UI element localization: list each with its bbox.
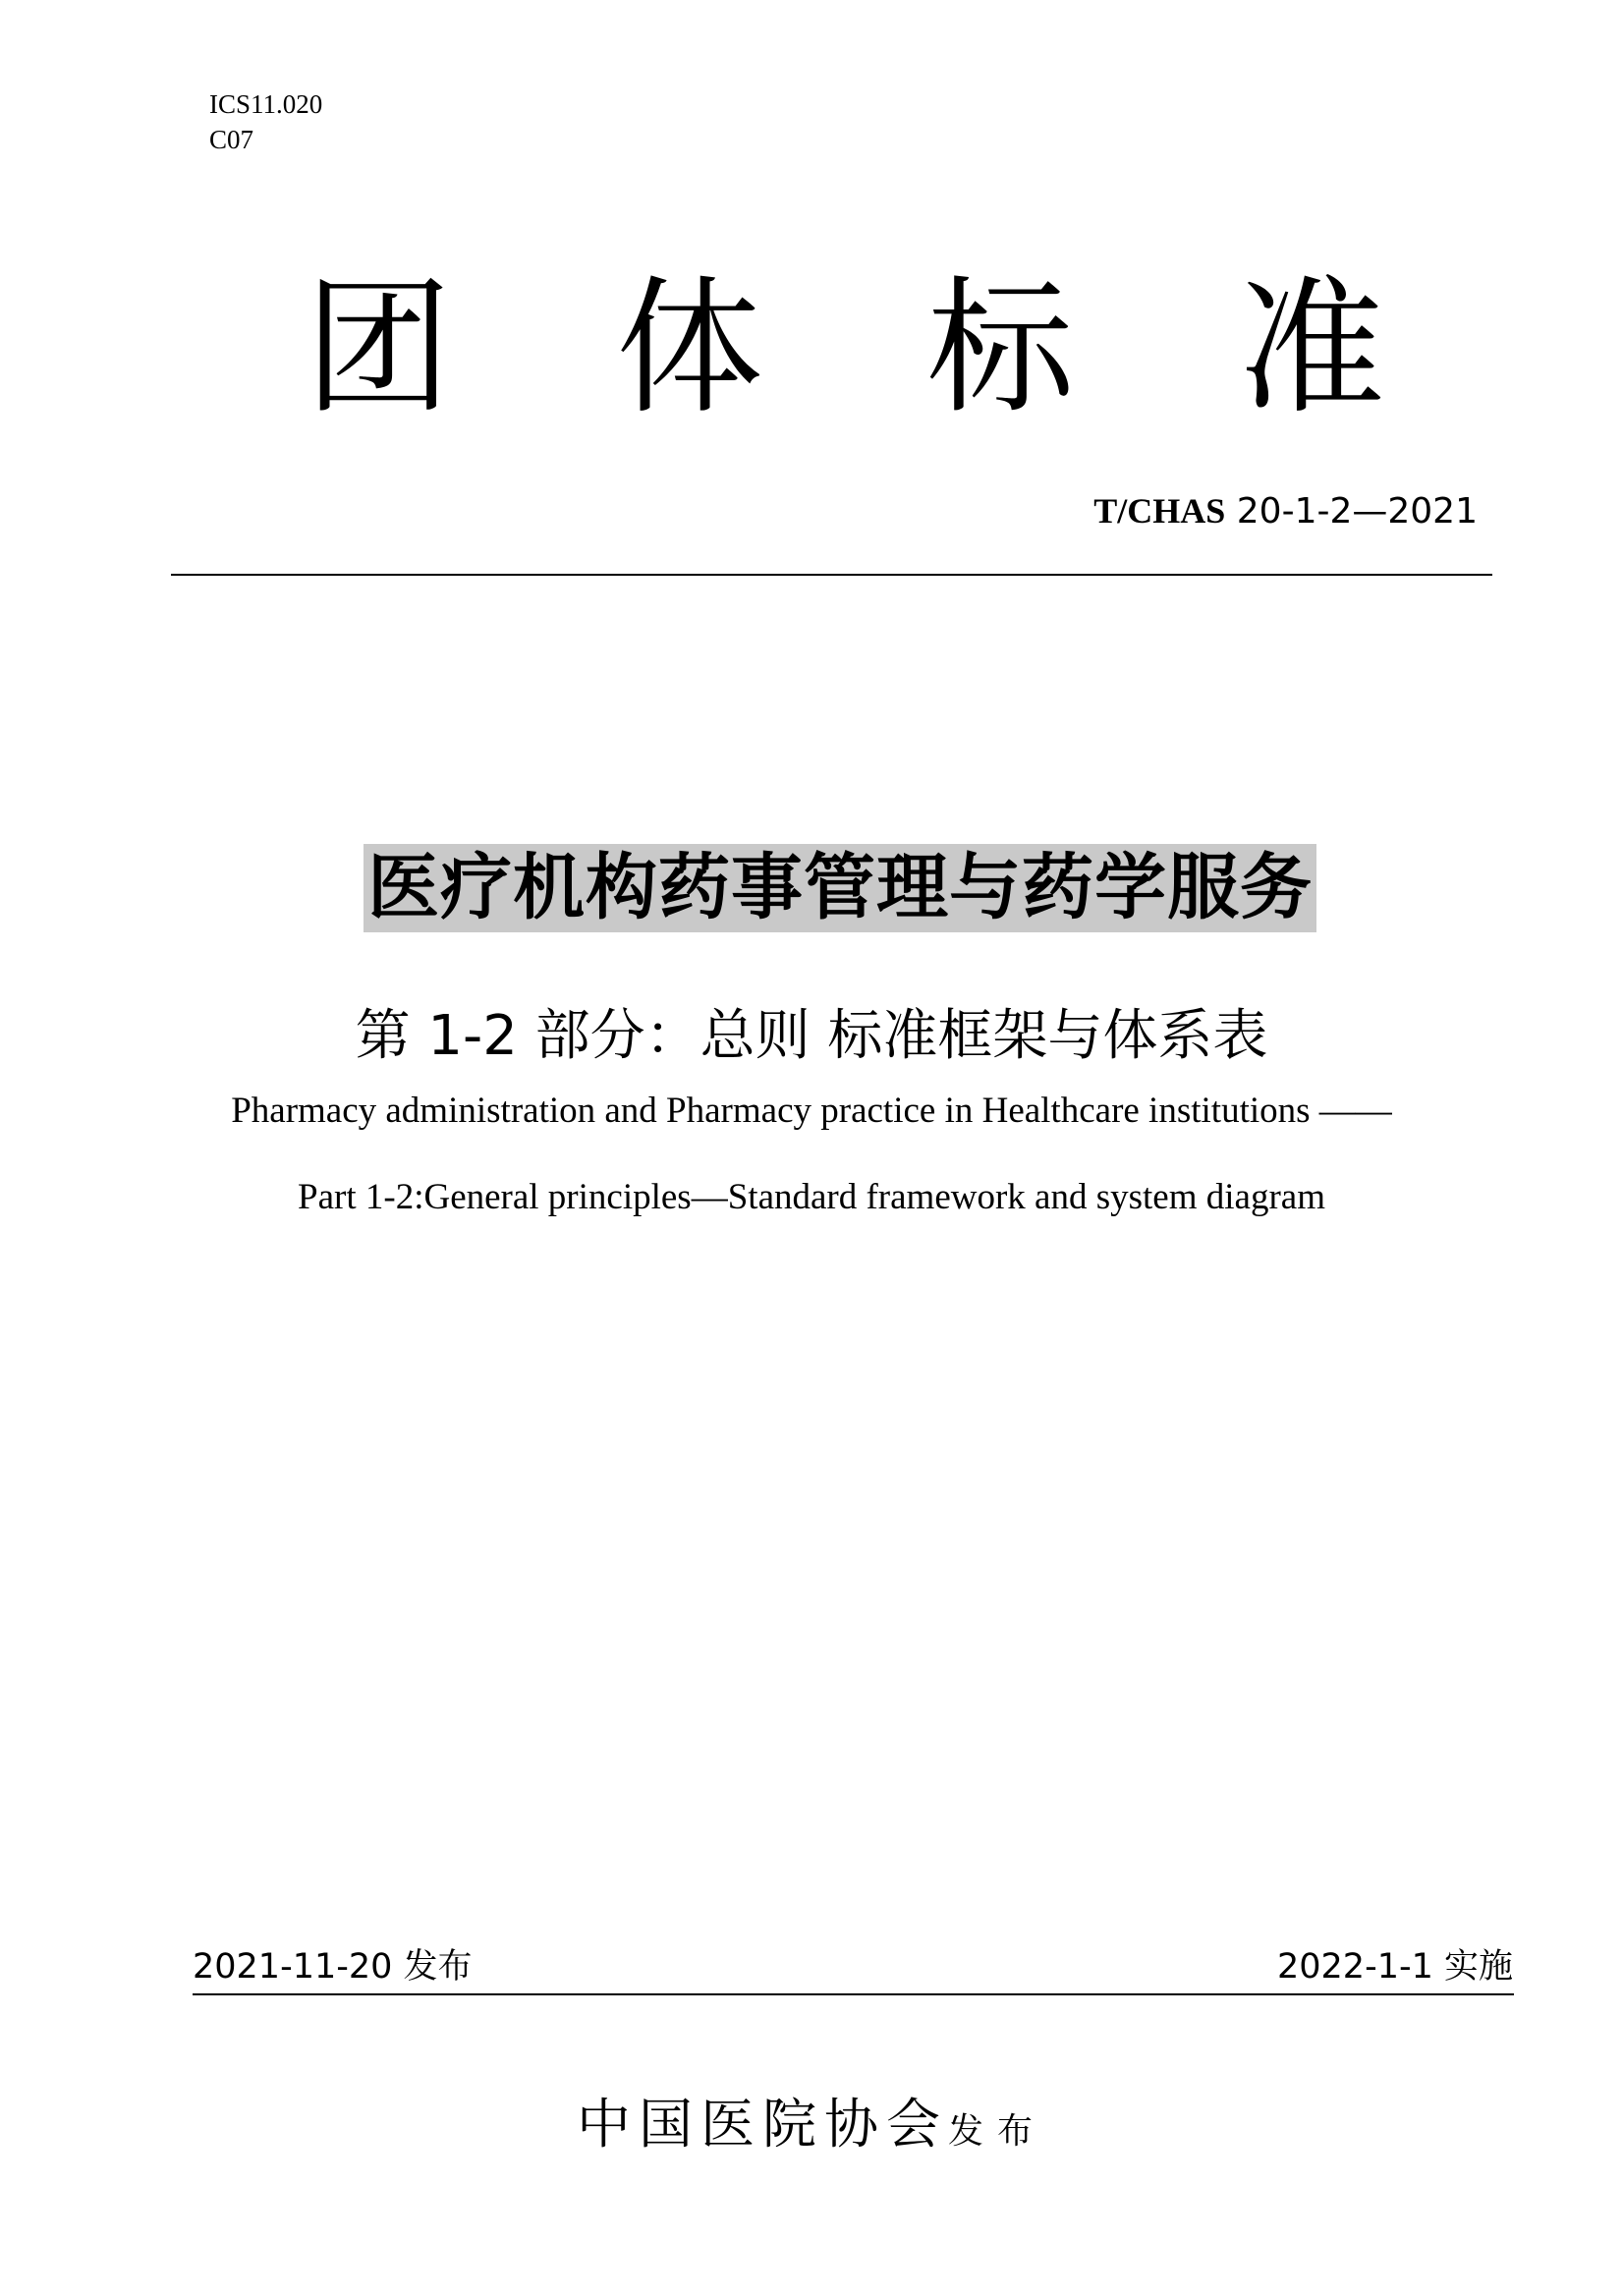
doc-type-char: 标	[926, 263, 1075, 434]
ics-code: ICS11.020	[209, 89, 323, 119]
document-title: 医疗机构药事管理与药学服务	[364, 844, 1316, 932]
publisher-name: 中国医院协会	[576, 2093, 948, 2156]
doc-type-char: 体	[615, 263, 763, 434]
ccs-code: C07	[209, 125, 254, 154]
publisher-suffix: 发布	[948, 2111, 1047, 2152]
english-title-line-1: Pharmacy administration and Pharmacy practice in Healthcare institutions ——	[231, 1091, 1392, 1131]
doc-type-char: 团	[305, 263, 453, 434]
english-title-line-2: Part 1-2:General principles—Standard framework and system diagram	[298, 1177, 1325, 1217]
doc-type-char: 准	[1237, 263, 1385, 434]
standard-number	[1093, 487, 1478, 535]
header-divider	[171, 574, 1492, 576]
effective-date: 2022-1-1 实施	[1277, 1947, 1513, 1987]
publish-date: 2021-11-20 发布	[193, 1947, 473, 1987]
publisher	[0, 2085, 1623, 2177]
classification-codes	[209, 86, 322, 157]
standard-number-prefix: T/CHAS	[1093, 491, 1226, 531]
footer-divider	[193, 1993, 1514, 1995]
document-subtitle: 第 1-2 部分：总则 标准框架与体系表	[355, 1004, 1268, 1068]
document-type-heading	[305, 265, 1385, 432]
standard-number-value: 20-1-2—2021	[1225, 491, 1478, 532]
